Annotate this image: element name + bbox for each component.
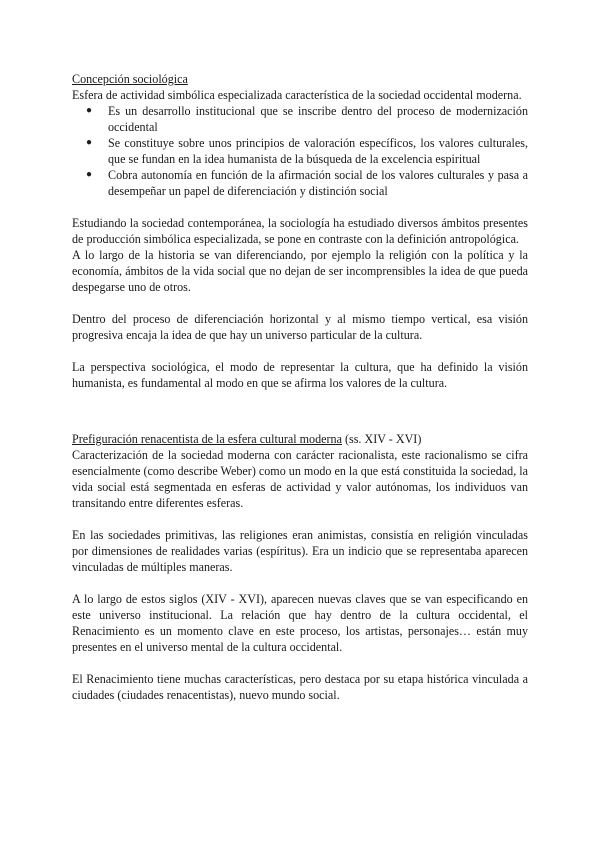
section-heading-prefiguracion: Prefiguración renacentista de la esfera cultural moderna (ss. XIV - XVI) — [72, 432, 422, 446]
paragraph: Caracterización de la sociedad moderna con carácter racionalista, este racionalismo se cifra esencialmente (como describe Weber) como un modo en la que está constituida la sociedad, la vida social está segmentada en esferas de actividad y valor autónomas, los individuos van transitando entre diferentes esferas. — [72, 448, 528, 510]
spacer — [72, 511, 528, 527]
bullet-icon: ● — [86, 137, 93, 148]
paragraph: A lo largo de estos siglos (XIV - XVI), aparecen nuevas claves que se van especificando en este universo institucional. La relación que hay dentro de la cultura occidental, el Renacimiento es un momento clave en este proceso, los artistas, personajes… están muy presentes en el universo mental de la cultura occidental. — [72, 592, 528, 654]
bullet-list — [72, 103, 528, 199]
paragraph: El Renacimiento tiene muchas características, pero destaca por su etapa histórica vinculada a ciudades (ciudades renacentistas), nuevo mundo social. — [72, 672, 528, 702]
section-intro: Esfera de actividad simbólica especializada característica de la sociedad occidental moderna. — [72, 88, 522, 102]
spacer — [72, 655, 528, 671]
list-item: ● Se constituye sobre unos principios de valoración específicos, los valores culturales, que se fundan en la idea humanista de la búsqueda de la excelencia espiritual — [86, 136, 528, 166]
section-heading-concepcion: Concepción sociológica — [72, 72, 188, 86]
list-item: ● Cobra autonomía en función de la afirmación social de los valores culturales y pasa a desempeñar un papel de diferenciación y distinción social — [86, 168, 528, 198]
spacer — [72, 415, 528, 431]
paragraph: Estudiando la sociedad contemporánea, la sociología ha estudiado diversos ámbitos presentes de producción simbólica especializada, se pone en contraste con la definición antropológica. — [72, 216, 528, 246]
list-item: ● Es un desarrollo institucional que se inscribe dentro del proceso de modernización occidental — [86, 104, 528, 134]
paragraph: A lo largo de la historia se van diferenciando, por ejemplo la religión con la política y la economía, ámbitos de la vida social que no dejan de ser incomprensibles la idea de que pueda despegarse uno de otros. — [72, 248, 528, 294]
bullet-icon: ● — [86, 105, 93, 116]
spacer — [72, 199, 528, 215]
paragraph: Dentro del proceso de diferenciación horizontal y al mismo tiempo vertical, esa visión progresiva encaja la idea de que hay un universo particular de la cultura. — [72, 312, 528, 342]
spacer — [72, 343, 528, 359]
bullet-icon: ● — [86, 169, 93, 180]
spacer — [72, 391, 528, 415]
paragraph: La perspectiva sociológica, el modo de representar la cultura, que ha definido la visión humanista, es fundamental al modo en que se afirma los valores de la cultura. — [72, 360, 528, 390]
document-body — [72, 71, 528, 703]
spacer — [72, 575, 528, 591]
spacer — [72, 295, 528, 311]
paragraph: En las sociedades primitivas, las religiones eran animistas, consistía en religión vinculadas por dimensiones de realidades varias (espíritus). Era un indicio que se representaba aparecen vinculadas de múltiples maneras. — [72, 528, 528, 574]
